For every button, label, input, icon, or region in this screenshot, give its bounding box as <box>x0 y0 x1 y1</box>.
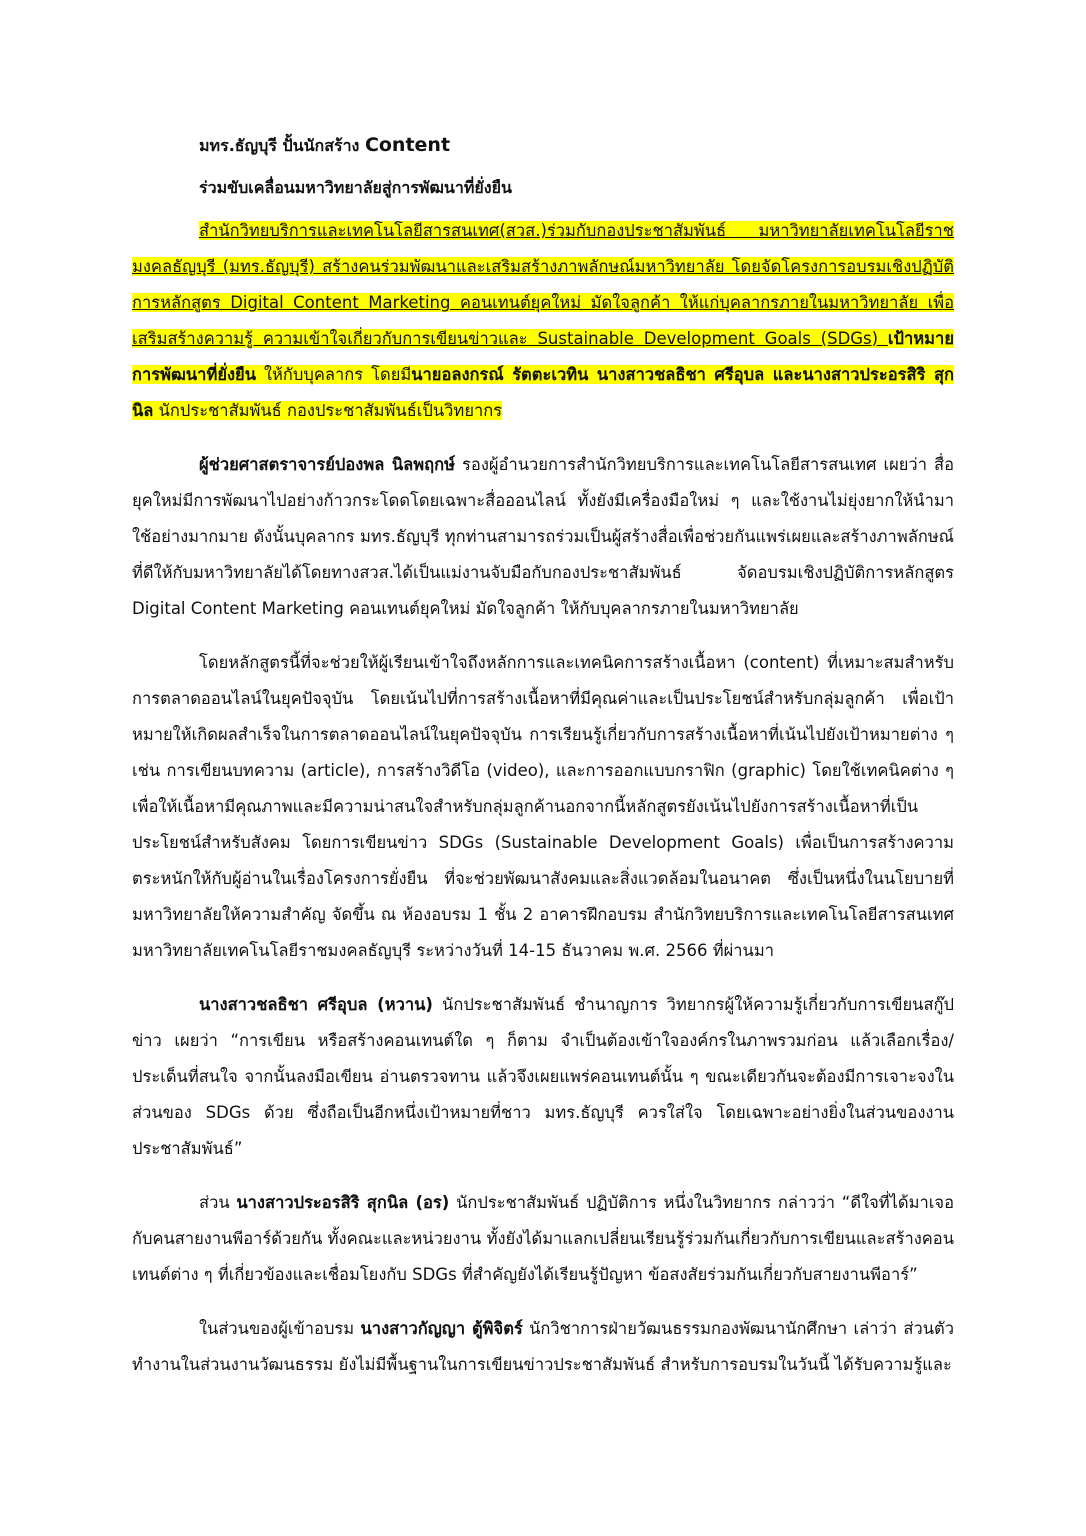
paragraph-course <box>132 645 954 969</box>
speaker-2-prefix: ส่วน <box>199 1193 237 1212</box>
intro-bold-speakers: นายอลงกรณ์ รัตตะเวทิน นางสาวชลธิชา ศรีอุบล และนางสาวประอรสิริ สุกนิล <box>132 365 955 420</box>
intro-text-1: สำนักวิทยบริการและเทคโนโลยีสารสนเทศ(สวส.)ร่วมกับกองประชาสัมพันธ์ มหาวิทยาลัยเทคโนโลยีราชมงคลธัญบุรี (มทร.ธัญบุรี) สร้างคนร่วมพัฒนาและเสริมสร้างภาพลักษณ์มหาวิทยาลัย โดยจัดโครงการอบรมเชิงปฏิบัติการหลักสูตร Digital Content Marketing คอนเทนต์ยุคใหม่ มัดใจลูกค้า ให้แก่บุคลากรภายในมหาวิทยาลัย เพื่อเสริมสร้างความรู้ ความเข้าใจเกี่ยวกับการเขียนข่าวและ Sustainable Development Goals (SDGs) <box>132 221 954 348</box>
paragraph-intro <box>132 213 954 429</box>
paragraph-director <box>132 447 954 627</box>
director-name: ผู้ช่วยศาสตราจารย์ปองพล นิลพฤกษ์ <box>199 455 456 474</box>
participant-name: นางสาวกัญญา ตู้พิจิตร์ <box>360 1319 523 1338</box>
intro-bold-sdgs: เป้าหมายการพัฒนาที่ยั่งยืน <box>132 329 954 384</box>
intro-text-2: ให้กับบุคลากร โดยมี <box>256 365 412 384</box>
course-text: โดยหลักสูตรนี้ที่จะช่วยให้ผู้เรียนเข้าใจถึงหลักการและเทคนิคการสร้างเนื้อหา (content) ที่เหมาะสมสำหรับการตลาดออนไลน์ในยุคปัจจุบัน โดยเน้นไปที่การสร้างเนื้อหาที่มีคุณค่าและเป็นประโยชน์สำหรับกลุ่มลูกค้า เพื่อเป้าหมายให้เกิดผลสำเร็จในการตลาดออนไลน์ในยุคปัจจุบัน การเรียนรู้เกี่ยวกับการสร้างเนื้อหาที่เน้นไปยังเป้าหมายต่าง ๆ เช่น การเขียนบทความ (article), การสร้างวิดีโอ (video), และการออกแบบกราฟิก (graphic) โดยใช้เทคนิคต่าง ๆ เพื่อให้เนื้อหามีคุณภาพและมีความน่าสนใจสำหรับกลุ่มลูกค้านอกจากนี้หลักสูตรยังเน้นไปยังการสร้างเนื้อหาที่เป็นประโยชน์สำหรับสังคม โดยการเขียนข่าว SDGs (Sustainable Development Goals) เพื่อเป็นการสร้างความตระหนักให้กับผู้อ่านในเรื่องโครงการยั่งยืน ที่จะช่วยพัฒนาสังคมและสิ่งแวดล้อมในอนาคต ซึ่งเป็นหนึ่งในนโยบายที่มหาวิทยาลัยให้ความสำคัญ จัดขึ้น ณ ห้องอบรม 1 ชั้น 2 อาคารฝึกอบรม สำนักวิทยบริการและเทคโนโลยีสารสนเทศ มหาวิทยาลัยเทคโนโลยีราชมงคลธัญบุรี ระหว่างวันที่ 14-15 ธันวาคม พ.ศ. 2566 ที่ผ่านมา <box>132 653 954 960</box>
speaker-1-name: นางสาวชลธิชา ศรีอุบล (หวาน) <box>199 995 433 1014</box>
headline <box>199 128 954 163</box>
participant-text: นักวิชาการฝ่ายวัฒนธรรมกองพัฒนานักศึกษา เล่าว่า ส่วนตัวทำงานในส่วนงานวัฒนธรรม ยังไม่มีพื้นฐานในการเขียนข่าวประชาสัมพันธ์ สำหรับการอบรมในวันนี้ ได้รับความรู้และ <box>132 1319 954 1374</box>
headline-thai: มทร.ธัญบุรี ปั้นนักสร้าง <box>199 136 360 155</box>
speaker-2-text: นักประชาสัมพันธ์ ปฏิบัติการ หนึ่งในวิทยากร กล่าวว่า “ดีใจที่ได้มาเจอกับคนสายงานพีอาร์ด้วยกัน ทั้งคณะและหน่วยงาน ทั้งยังได้มาแลกเปลี่ยนเรียนรู้ร่วมกันเกี่ยวกับการเขียนและสร้างคอนเทนต์ต่าง ๆ ที่เกี่ยวข้องและเชื่อมโยงกับ SDGs ที่สำคัญยังได้เรียนรู้ปัญหา ข้อสงสัยร่วมกันเกี่ยวกับสายงานพีอาร์” <box>132 1193 955 1284</box>
headline-latin: Content <box>364 134 451 156</box>
speaker-1-text: นักประชาสัมพันธ์ ชำนาญการ วิทยากรผู้ให้ความรู้เกี่ยวกับการเขียนสกู๊ปข่าว เผยว่า “การเขียน หรือสร้างคอนเทนต์ใด ๆ ก็ตาม จำเป็นต้องเข้าใจองค์กรในภาพรวมก่อน แล้วเลือกเรื่อง/ประเด็นที่สนใจ จากนั้นลงมือเขียน อ่านตรวจทาน แล้วจึงเผยแพร่คอนเทนต์นั้น ๆ ขณะเดียวกันจะต้องมีการเจาะจงในส่วนของ SDGs ด้วย ซึ่งถือเป็นอีกหนึ่งเป้าหมายที่ชาว มทร.ธัญบุรี ควรใส่ใจ โดยเฉพาะอย่างยิ่งในส่วนของงานประชาสัมพันธ์” <box>132 995 954 1158</box>
director-text: รองผู้อำนวยการสำนักวิทยบริการและเทคโนโลยีสารสนเทศ เผยว่า สื่อยุคใหม่มีการพัฒนาไปอย่างก้าวกระโดดโดยเฉพาะสื่อออนไลน์ ทั้งยังมีเครื่องมือใหม่ ๆ และใช้งานไม่ยุ่งยากให้นำมาใช้อย่างมากมาย ดังนั้นบุคลากร มทร.ธัญบุรี ทุกท่านสามารถร่วมเป็นผู้สร้างสื่อเพื่อช่วยกันแพร่เผยและสร้างภาพลักษณ์ที่ดีให้กับมหาวิทยาลัยได้โดยทางสวส.ได้เป็นแม่งานจับมือกับกองประชาสัมพันธ์ จัดอบรมเชิงปฏิบัติการหลักสูตร Digital Content Marketing คอนเทนต์ยุคใหม่ มัดใจลูกค้า ให้กับบุคลากรภายในมหาวิทยาลัย <box>132 455 954 618</box>
participant-prefix: ในส่วนของผู้เข้าอบรม <box>199 1319 361 1338</box>
intro-text-3: นักประชาสัมพันธ์ กองประชาสัมพันธ์เป็นวิทยากร <box>153 401 503 420</box>
speaker-2-name: นางสาวประอรสิริ สุกนิล (อร) <box>236 1193 450 1212</box>
subheadline: ร่วมขับเคลื่อนมหาวิทยาลัยสู่การพัฒนาที่ยั่งยืน <box>199 178 512 197</box>
paragraph-speaker-2 <box>132 1185 954 1293</box>
document-body <box>132 128 954 1401</box>
paragraph-speaker-1 <box>132 987 954 1167</box>
paragraph-participant <box>132 1311 954 1383</box>
